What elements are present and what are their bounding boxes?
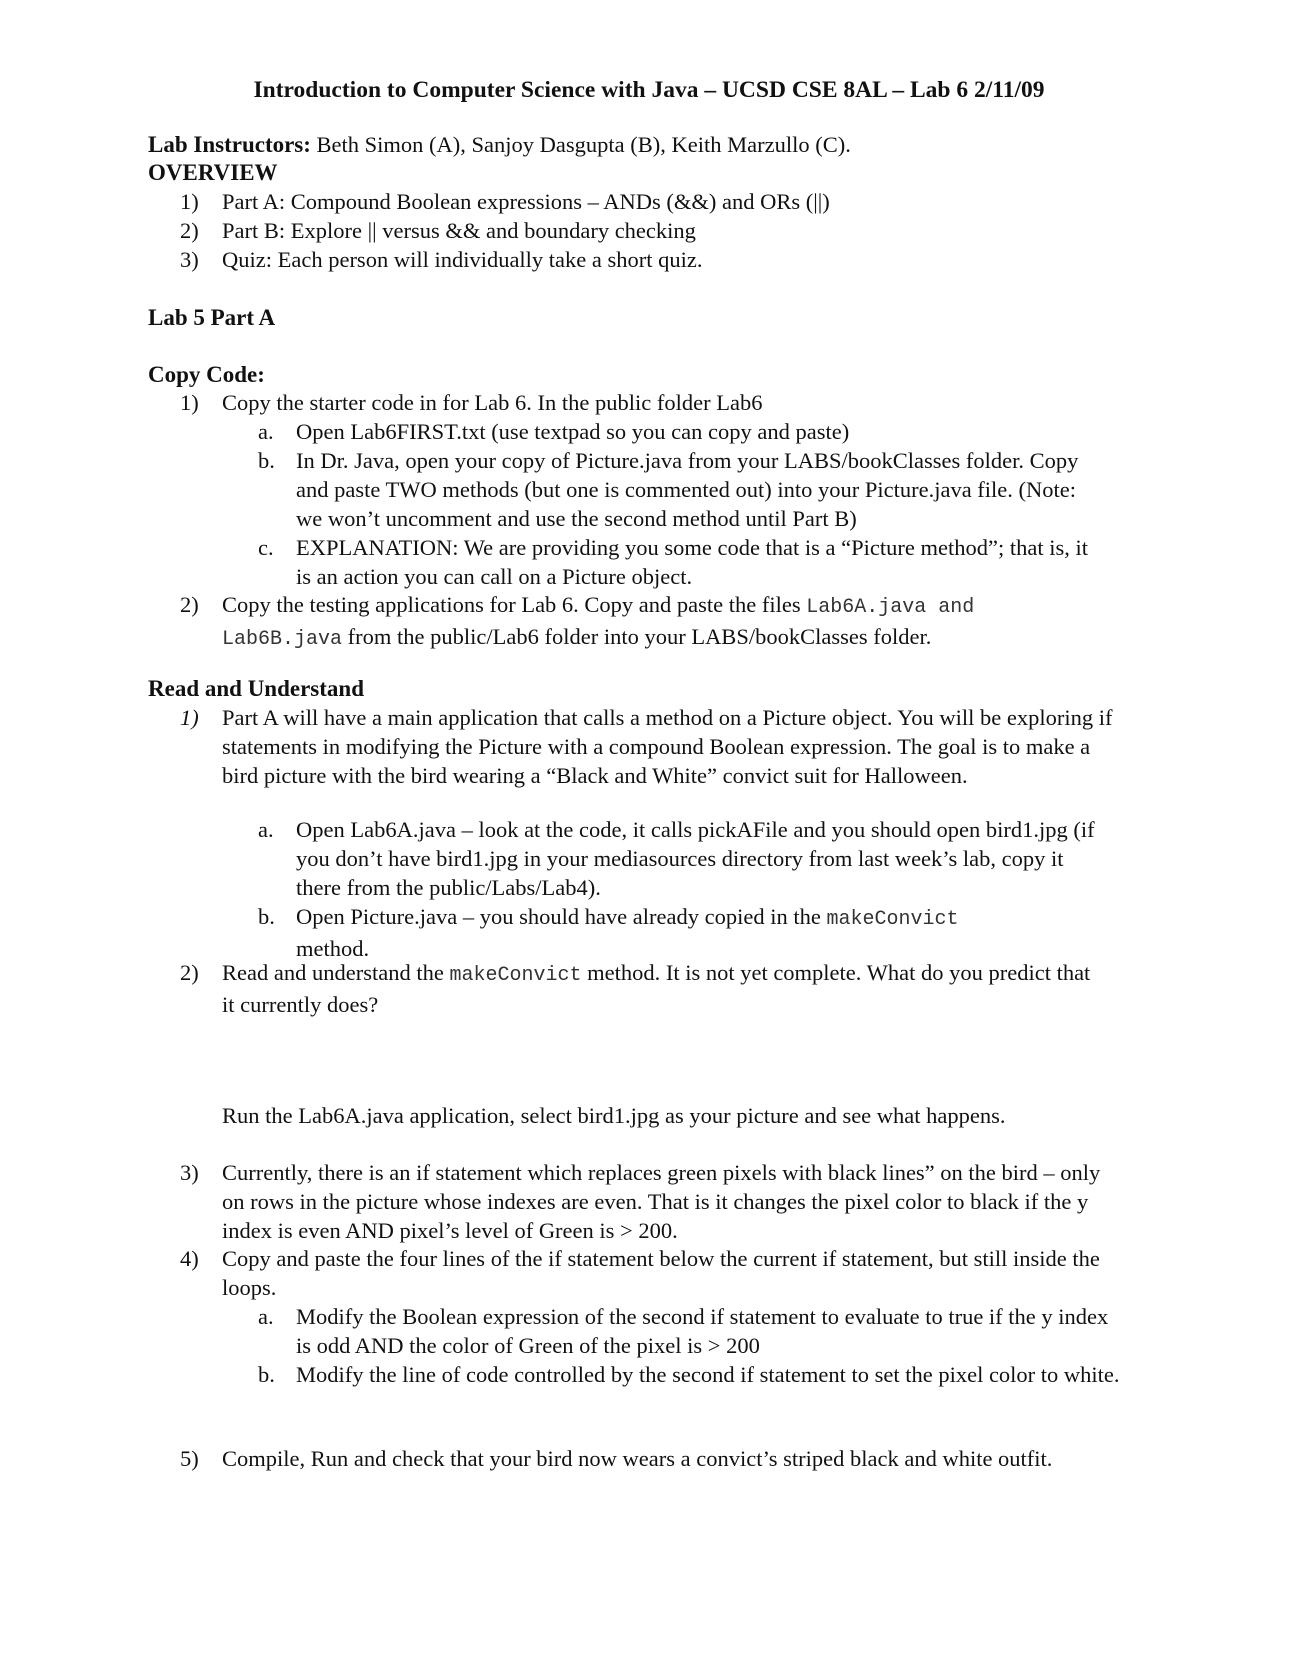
overview-item-number: 2) [180, 218, 199, 243]
substep-letter: a. [258, 419, 274, 444]
step-number: 2) [180, 592, 199, 617]
step-number: 3) [180, 1160, 199, 1185]
substep-letter: b. [258, 1362, 275, 1387]
read-step [180, 958, 1102, 1019]
step-text: method. It is not yet complete. What do you predict that it currently does? [222, 960, 1091, 1017]
read-item-4 [180, 1244, 1102, 1302]
step-text: Compile, Run and check that your bird now wears a convict’s striped black and white outfit. [222, 1446, 1053, 1471]
substep-text: method. [296, 936, 370, 961]
copy-code-item-2 [180, 590, 1102, 654]
overview-item [180, 245, 1122, 274]
substep [258, 815, 1106, 902]
step-number: 4) [180, 1246, 199, 1271]
substep [258, 902, 1106, 963]
read-item-1-substeps [258, 815, 1106, 963]
read-item-2 [180, 958, 1102, 1019]
read-step [180, 1158, 1102, 1245]
substep [258, 446, 1106, 533]
step-text: Currently, there is an if statement which replaces green pixels with black lines” on the bird – only on rows in the picture whose indexes are even. That is it changes the pixel color to black if the y index is even AND pixel’s level of Green is > 200. [222, 1160, 1101, 1243]
substep-text: EXPLANATION: We are providing you some code that is a “Picture method”; that is, it is an action you can call on a Picture object. [296, 535, 1088, 589]
read-step [180, 1244, 1102, 1302]
substep [258, 1302, 1126, 1360]
substep-text: Open Lab6FIRST.txt (use textpad so you can copy and paste) [296, 419, 850, 444]
overview-list [180, 187, 1122, 274]
step-text: Copy the starter code in for Lab 6. In the public folder Lab6 [222, 390, 763, 415]
substep [258, 417, 1106, 446]
part-a-heading: Lab 5 Part A [148, 305, 276, 330]
overview-item-text: Part B: Explore || versus && and boundary checking [222, 218, 696, 243]
copy-code-step [180, 590, 1102, 654]
step-text: Copy the testing applications for Lab 6. Copy and paste the files [222, 592, 807, 617]
step-number: 2) [180, 960, 199, 985]
code-method-name: makeConvict [826, 908, 959, 931]
step-text: from the public/Lab6 folder into your LABS/bookClasses folder. [342, 624, 932, 649]
read-item-3 [180, 1158, 1102, 1245]
substep-text: Open Picture.java – you should have already copied in the [296, 904, 827, 929]
read-item-4-substeps [258, 1302, 1126, 1389]
instructors-line [148, 130, 1148, 159]
code-filename: Lab6A.java and [806, 596, 975, 619]
document-title: Introduction to Computer Science with Java – UCSD CSE 8AL – Lab 6 2/11/09 [253, 77, 1045, 103]
step-number: 1) [180, 705, 199, 730]
code-method-name: makeConvict [449, 964, 582, 987]
overview-heading: OVERVIEW [148, 160, 278, 185]
substep [258, 1360, 1126, 1389]
read-understand-heading: Read and Understand [148, 676, 364, 701]
substep-letter: c. [258, 535, 274, 560]
copy-code-item-1 [180, 388, 1102, 417]
copy-code-heading: Copy Code: [148, 362, 265, 387]
substep-text: Open Lab6A.java – look at the code, it calls pickAFile and you should open bird1.jpg (if you don’t have bird1.jpg in your mediasources directory from last week’s lab, copy it there from the public/Labs/Lab4). [296, 817, 1095, 900]
read-step [180, 1444, 1092, 1473]
overview-item-number: 3) [180, 247, 199, 272]
code-filename: Lab6B.java [222, 628, 343, 651]
instructors-names: Beth Simon (A), Sanjoy Dasgupta (B), Keith Marzullo (C). [310, 132, 851, 157]
substep-text: Modify the Boolean expression of the second if statement to evaluate to true if the y index is odd AND the color of Green of the pixel is > 200 [296, 1304, 1109, 1358]
overview-item-text: Part A: Compound Boolean expressions – ANDs (&&) and ORs (||) [222, 189, 830, 214]
step-number: 5) [180, 1446, 199, 1471]
read-item-5 [180, 1444, 1092, 1473]
copy-code-substeps [258, 417, 1106, 591]
step-number: 1) [180, 390, 199, 415]
read-step [180, 703, 1117, 790]
substep-letter: a. [258, 817, 274, 842]
copy-code-step [180, 388, 1102, 417]
overview-item [180, 216, 1122, 245]
run-instruction: Run the Lab6A.java application, select bird1.jpg as your picture and see what happens. [222, 1103, 1006, 1128]
substep [258, 533, 1106, 591]
step-text: Part A will have a main application that calls a method on a Picture object. You will be exploring if statements in modifying the Picture with a compound Boolean expression. The goal is to make a bird picture with the bird wearing a “Black and White” convict suit for Halloween. [222, 705, 1113, 788]
overview-item [180, 187, 1122, 216]
substep-letter: b. [258, 448, 275, 473]
substep-text: Modify the line of code controlled by the second if statement to set the pixel color to white. [296, 1362, 1120, 1387]
step-text: Read and understand the [222, 960, 450, 985]
read-item-1 [180, 703, 1117, 790]
substep-letter: b. [258, 904, 275, 929]
substep-letter: a. [258, 1304, 274, 1329]
step-text: Copy and paste the four lines of the if statement below the current if statement, but still inside the loops. [222, 1246, 1100, 1300]
overview-item-number: 1) [180, 189, 199, 214]
overview-item-text: Quiz: Each person will individually take a short quiz. [222, 247, 703, 272]
substep-text: In Dr. Java, open your copy of Picture.java from your LABS/bookClasses folder. Copy and paste TWO methods (but one is commented out) into your Picture.java file. (Note: we won’t uncomment and use the second method until Part B) [296, 448, 1079, 531]
instructors-label: Lab Instructors: [148, 132, 311, 157]
